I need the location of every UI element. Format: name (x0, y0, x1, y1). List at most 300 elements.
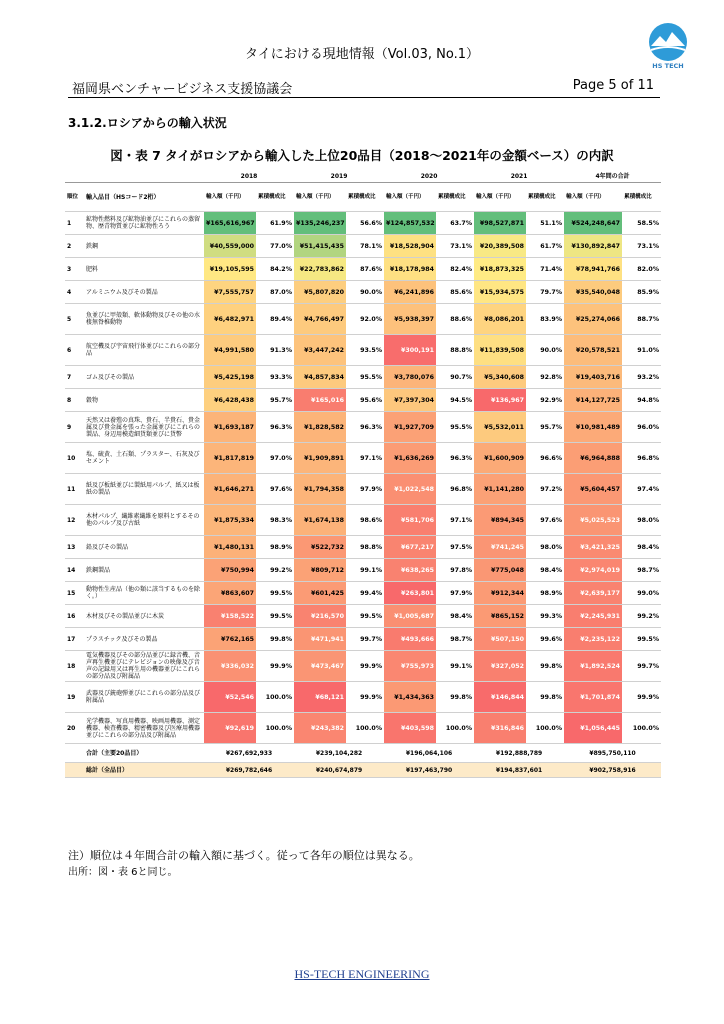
rank-cell: 6 (65, 335, 84, 366)
share-cell: 91.3% (256, 335, 294, 366)
share-cell: 98.0% (622, 505, 661, 536)
amount-cell: ¥78,941,766 (564, 258, 622, 281)
amount-cell: ¥1,701,874 (564, 682, 622, 713)
share-cell: 99.9% (622, 682, 661, 713)
item-name-cell: 鉱物性燃料及び鉱物油並びにこれらの蒸留物、歴青物質並びに鉱物性ろう (84, 212, 204, 235)
amount-cell: ¥14,127,725 (564, 389, 622, 412)
amount-header: 輸入額（千円） (294, 183, 346, 212)
header-divider (68, 97, 660, 98)
rank-cell: 5 (65, 304, 84, 335)
rank-cell: 16 (65, 605, 84, 628)
figure-title: 図・表 7 タイがロシアから輸入した上位20品目（2018～2021年の金額ベース）の内訳 (110, 148, 614, 163)
amount-cell: ¥750,994 (204, 559, 256, 582)
share-cell: 99.7% (622, 651, 661, 682)
amount-cell: ¥507,150 (474, 628, 526, 651)
share-cell: 98.4% (622, 536, 661, 559)
share-cell: 99.1% (346, 559, 384, 582)
amount-cell: ¥1,875,334 (204, 505, 256, 536)
table-row (65, 628, 661, 651)
item-name-cell: 航空機及び宇宙飛行体並びにこれらの部分品 (84, 335, 204, 366)
share-cell: 100.0% (256, 713, 294, 744)
share-cell: 93.3% (256, 366, 294, 389)
year-header: 2018 (204, 170, 294, 183)
section-title: 3.1.2.ロシアからの輸入状況 (68, 116, 227, 130)
share-cell: 89.4% (256, 304, 294, 335)
share-cell: 85.9% (622, 281, 661, 304)
share-cell: 97.6% (526, 505, 564, 536)
amount-cell: ¥912,344 (474, 582, 526, 605)
amount-header: 輸入額（千円） (564, 183, 622, 212)
share-cell: 99.8% (526, 651, 564, 682)
amount-cell: ¥4,991,580 (204, 335, 256, 366)
share-cell: 88.7% (622, 304, 661, 335)
total-value: ¥194,837,601 (474, 763, 564, 778)
amount-cell: ¥762,165 (204, 628, 256, 651)
amount-cell: ¥493,666 (384, 628, 436, 651)
amount-cell: ¥136,967 (474, 389, 526, 412)
amount-cell: ¥5,025,523 (564, 505, 622, 536)
share-header: 累積構成比 (622, 183, 661, 212)
amount-cell: ¥336,032 (204, 651, 256, 682)
item-name-cell: 光学機器、写真用機器、映画用機器、測定機器、検査機器、精密機器及び医療用機器並びにこれらの部分品及び附属品 (84, 713, 204, 744)
share-cell: 77.0% (256, 235, 294, 258)
share-cell: 58.5% (622, 212, 661, 235)
share-cell: 96.6% (526, 443, 564, 474)
amount-cell: ¥1,480,131 (204, 536, 256, 559)
rank-cell: 10 (65, 443, 84, 474)
amount-cell: ¥300,191 (384, 335, 436, 366)
share-cell: 92.8% (526, 366, 564, 389)
sum-value: ¥196,064,106 (384, 744, 474, 763)
share-cell: 95.6% (346, 389, 384, 412)
share-header: 累積構成比 (436, 183, 474, 212)
share-cell: 97.0% (256, 443, 294, 474)
total-value: ¥902,758,916 (564, 763, 661, 778)
share-cell: 97.8% (436, 559, 474, 582)
amount-cell: ¥263,801 (384, 582, 436, 605)
amount-cell: ¥6,964,888 (564, 443, 622, 474)
amount-cell: ¥92,619 (204, 713, 256, 744)
amount-cell: ¥1,434,363 (384, 682, 436, 713)
amount-cell: ¥601,425 (294, 582, 346, 605)
share-cell: 96.3% (346, 412, 384, 443)
table-row (65, 258, 661, 281)
share-cell: 90.0% (346, 281, 384, 304)
item-header: 輸入品目（HSコード2桁） (84, 183, 204, 212)
amount-cell: ¥1,636,269 (384, 443, 436, 474)
amount-cell: ¥1,674,138 (294, 505, 346, 536)
share-cell: 97.2% (526, 474, 564, 505)
amount-cell: ¥6,241,896 (384, 281, 436, 304)
share-cell: 78.1% (346, 235, 384, 258)
table-row (65, 605, 661, 628)
share-cell: 98.7% (436, 628, 474, 651)
share-cell: 97.9% (436, 582, 474, 605)
rank-cell: 4 (65, 281, 84, 304)
share-cell: 95.5% (436, 412, 474, 443)
sum-value: ¥895,750,110 (564, 744, 661, 763)
sum-label: 合計（主要20品目） (84, 744, 204, 763)
share-cell: 96.3% (436, 443, 474, 474)
share-cell: 61.9% (256, 212, 294, 235)
share-cell: 61.7% (526, 235, 564, 258)
item-name-cell: 塩、硫黄、土石類、プラスター、石灰及びセメント (84, 443, 204, 474)
rank-cell: 17 (65, 628, 84, 651)
amount-cell: ¥98,527,871 (474, 212, 526, 235)
share-cell: 100.0% (256, 682, 294, 713)
year-header: 2020 (384, 170, 474, 183)
amount-cell: ¥471,941 (294, 628, 346, 651)
item-name-cell: 紙及び板紙並びに製紙用パルプ、紙又は板紙の製品 (84, 474, 204, 505)
total-value: ¥269,782,646 (204, 763, 294, 778)
item-name-cell: 肥料 (84, 258, 204, 281)
rank-cell: 1 (65, 212, 84, 235)
share-cell: 97.1% (346, 443, 384, 474)
share-cell: 88.6% (436, 304, 474, 335)
item-name-cell: 電気機器及びその部分品並びに録音機、音声再生機並びにテレビジョンの映像及び音声の記録用又は再生用の機器並びにこれらの部分品及び附属品 (84, 651, 204, 682)
item-name-cell: 木材パルプ、繊維素繊維を原料とするその他のパルプ及び古紙 (84, 505, 204, 536)
amount-cell: ¥11,839,508 (474, 335, 526, 366)
amount-cell: ¥2,639,177 (564, 582, 622, 605)
rank-cell: 3 (65, 258, 84, 281)
item-name-cell: 木材及びその製品並びに木炭 (84, 605, 204, 628)
amount-cell: ¥18,873,325 (474, 258, 526, 281)
share-cell: 95.7% (526, 412, 564, 443)
item-name-cell: 鉄鋼 (84, 235, 204, 258)
table-row (65, 281, 661, 304)
share-cell: 99.2% (256, 559, 294, 582)
share-cell: 99.5% (622, 628, 661, 651)
item-name-cell: 武器及び銃砲弾並びにこれらの部分品及び附属品 (84, 682, 204, 713)
amount-cell: ¥2,245,931 (564, 605, 622, 628)
amount-cell: ¥1,794,358 (294, 474, 346, 505)
amount-cell: ¥10,981,489 (564, 412, 622, 443)
amount-cell: ¥19,403,716 (564, 366, 622, 389)
share-cell: 82.4% (436, 258, 474, 281)
item-name-cell: ゴム及びその製品 (84, 366, 204, 389)
share-cell: 98.6% (346, 505, 384, 536)
amount-cell: ¥1,022,548 (384, 474, 436, 505)
share-header: 累積構成比 (526, 183, 564, 212)
hs-tech-logo (646, 22, 690, 72)
total-value: ¥240,674,879 (294, 763, 384, 778)
share-cell: 99.4% (346, 582, 384, 605)
share-cell: 90.0% (526, 335, 564, 366)
amount-cell: ¥1,141,280 (474, 474, 526, 505)
sum-value: ¥239,104,282 (294, 744, 384, 763)
share-cell: 99.9% (256, 651, 294, 682)
share-cell: 87.0% (256, 281, 294, 304)
amount-cell: ¥894,345 (474, 505, 526, 536)
amount-cell: ¥15,934,575 (474, 281, 526, 304)
rank-header: 順位 (65, 183, 84, 212)
share-cell: 71.4% (526, 258, 564, 281)
share-cell: 98.0% (526, 536, 564, 559)
amount-cell: ¥1,909,891 (294, 443, 346, 474)
amount-cell: ¥216,570 (294, 605, 346, 628)
share-cell: 56.6% (346, 212, 384, 235)
amount-cell: ¥158,522 (204, 605, 256, 628)
amount-cell: ¥5,340,608 (474, 366, 526, 389)
share-cell: 99.0% (622, 582, 661, 605)
amount-cell: ¥6,428,438 (204, 389, 256, 412)
share-cell: 100.0% (436, 713, 474, 744)
share-cell: 91.0% (622, 335, 661, 366)
amount-cell: ¥1,817,819 (204, 443, 256, 474)
logo-text: HS TECH (652, 62, 684, 70)
header-title: タイにおける現地情報（Vol.03, No.1） (245, 47, 479, 62)
amount-cell: ¥1,927,709 (384, 412, 436, 443)
amount-cell: ¥1,828,582 (294, 412, 346, 443)
share-cell: 63.7% (436, 212, 474, 235)
year-header: 2019 (294, 170, 384, 183)
share-cell: 97.6% (256, 474, 294, 505)
table-row (65, 559, 661, 582)
share-cell: 97.9% (346, 474, 384, 505)
year-header: 4年間の合計 (564, 170, 661, 183)
amount-cell: ¥68,121 (294, 682, 346, 713)
item-name-cell: 鉛及びその製品 (84, 536, 204, 559)
amount-cell: ¥3,447,242 (294, 335, 346, 366)
share-cell: 99.1% (436, 651, 474, 682)
rank-cell: 12 (65, 505, 84, 536)
rank-cell: 9 (65, 412, 84, 443)
rank-cell: 20 (65, 713, 84, 744)
amount-cell: ¥1,005,687 (384, 605, 436, 628)
amount-cell: ¥524,248,647 (564, 212, 622, 235)
share-cell: 100.0% (346, 713, 384, 744)
amount-cell: ¥403,598 (384, 713, 436, 744)
amount-cell: ¥677,217 (384, 536, 436, 559)
share-cell: 90.7% (436, 366, 474, 389)
item-name-cell: 鉄鋼製品 (84, 559, 204, 582)
amount-header: 輸入額（千円） (474, 183, 526, 212)
share-cell: 88.8% (436, 335, 474, 366)
amount-cell: ¥1,892,524 (564, 651, 622, 682)
amount-cell: ¥865,152 (474, 605, 526, 628)
amount-cell: ¥316,846 (474, 713, 526, 744)
share-cell: 98.8% (346, 536, 384, 559)
share-cell: 92.0% (346, 304, 384, 335)
amount-cell: ¥5,807,820 (294, 281, 346, 304)
amount-cell: ¥35,540,048 (564, 281, 622, 304)
share-cell: 79.7% (526, 281, 564, 304)
year-header-row (65, 170, 661, 183)
share-cell: 99.8% (256, 628, 294, 651)
share-cell: 73.1% (622, 235, 661, 258)
rank-cell: 11 (65, 474, 84, 505)
share-cell: 73.1% (436, 235, 474, 258)
rank-cell: 8 (65, 389, 84, 412)
amount-cell: ¥581,706 (384, 505, 436, 536)
share-cell: 100.0% (526, 713, 564, 744)
share-cell: 99.5% (346, 605, 384, 628)
import-table (65, 170, 661, 778)
share-cell: 98.4% (526, 559, 564, 582)
amount-cell: ¥2,235,122 (564, 628, 622, 651)
share-cell: 83.9% (526, 304, 564, 335)
amount-cell: ¥7,555,757 (204, 281, 256, 304)
share-cell: 98.9% (256, 536, 294, 559)
amount-cell: ¥124,857,532 (384, 212, 436, 235)
amount-cell: ¥1,693,187 (204, 412, 256, 443)
amount-cell: ¥8,086,201 (474, 304, 526, 335)
rank-cell: 13 (65, 536, 84, 559)
amount-cell: ¥5,425,198 (204, 366, 256, 389)
rank-cell: 7 (65, 366, 84, 389)
table-row (65, 582, 661, 605)
amount-cell: ¥863,607 (204, 582, 256, 605)
sum-value: ¥192,888,789 (474, 744, 564, 763)
table-row (65, 389, 661, 412)
amount-cell: ¥3,780,076 (384, 366, 436, 389)
amount-cell: ¥5,532,011 (474, 412, 526, 443)
item-name-cell: 動物性生産品（他の類に該当するものを除く。） (84, 582, 204, 605)
amount-cell: ¥19,105,595 (204, 258, 256, 281)
rank-cell: 14 (65, 559, 84, 582)
share-cell: 95.5% (346, 366, 384, 389)
year-header: 2021 (474, 170, 564, 183)
share-cell: 97.4% (622, 474, 661, 505)
share-cell: 95.7% (256, 389, 294, 412)
item-name-cell: アルミニウム及びその製品 (84, 281, 204, 304)
rank-cell: 18 (65, 651, 84, 682)
amount-cell: ¥22,783,862 (294, 258, 346, 281)
table-row (65, 474, 661, 505)
share-cell: 84.2% (256, 258, 294, 281)
total-label: 総計（全品目） (84, 763, 204, 778)
amount-cell: ¥130,892,847 (564, 235, 622, 258)
footer-link[interactable]: HS-TECH ENGINEERING (294, 967, 430, 981)
item-name-cell: 天然又は養殖の真珠、貴石、半貴石、貴金属及び貴金属を張った金属並びにこれらの製品、身辺用模造細貨類並びに貨幣 (84, 412, 204, 443)
organization-name: 福岡県ベンチャービジネス支援協議会 (72, 82, 293, 97)
amount-cell: ¥20,578,521 (564, 335, 622, 366)
table-row (65, 651, 661, 682)
amount-cell: ¥165,016 (294, 389, 346, 412)
amount-cell: ¥146,844 (474, 682, 526, 713)
share-cell: 97.5% (436, 536, 474, 559)
table-row (65, 212, 661, 235)
share-cell: 87.6% (346, 258, 384, 281)
share-cell: 99.8% (526, 682, 564, 713)
amount-header: 輸入額（千円） (384, 183, 436, 212)
amount-cell: ¥5,938,397 (384, 304, 436, 335)
share-cell: 99.5% (256, 582, 294, 605)
amount-cell: ¥18,178,984 (384, 258, 436, 281)
share-cell: 99.5% (256, 605, 294, 628)
share-cell: 98.3% (256, 505, 294, 536)
amount-cell: ¥165,616,967 (204, 212, 256, 235)
share-cell: 97.1% (436, 505, 474, 536)
share-cell: 96.0% (622, 412, 661, 443)
amount-cell: ¥638,265 (384, 559, 436, 582)
amount-cell: ¥7,397,304 (384, 389, 436, 412)
table-row (65, 235, 661, 258)
amount-cell: ¥1,056,445 (564, 713, 622, 744)
share-cell: 82.0% (622, 258, 661, 281)
amount-cell: ¥52,546 (204, 682, 256, 713)
amount-cell: ¥809,712 (294, 559, 346, 582)
table-row (65, 505, 661, 536)
item-name-cell: 魚並びに甲殻類、軟体動物及びその他の水棲無脊椎動物 (84, 304, 204, 335)
table-row (65, 536, 661, 559)
item-name-cell: 穀物 (84, 389, 204, 412)
share-cell: 98.4% (436, 605, 474, 628)
share-cell: 51.1% (526, 212, 564, 235)
page-number: Page 5 of 11 (572, 78, 654, 93)
amount-cell: ¥6,482,971 (204, 304, 256, 335)
share-cell: 96.8% (436, 474, 474, 505)
amount-cell: ¥135,246,237 (294, 212, 346, 235)
table-row (65, 682, 661, 713)
table-row (65, 412, 661, 443)
share-cell: 99.9% (346, 682, 384, 713)
share-cell: 92.9% (526, 389, 564, 412)
share-cell: 99.8% (436, 682, 474, 713)
share-cell: 93.5% (346, 335, 384, 366)
rank-cell: 19 (65, 682, 84, 713)
share-cell: 98.7% (622, 559, 661, 582)
amount-cell: ¥4,857,834 (294, 366, 346, 389)
share-cell: 100.0% (622, 713, 661, 744)
amount-cell: ¥5,604,457 (564, 474, 622, 505)
amount-cell: ¥741,245 (474, 536, 526, 559)
share-cell: 96.3% (256, 412, 294, 443)
table-row (65, 713, 661, 744)
table-row (65, 335, 661, 366)
share-cell: 99.6% (526, 628, 564, 651)
rank-cell: 2 (65, 235, 84, 258)
amount-cell: ¥51,415,435 (294, 235, 346, 258)
amount-cell: ¥18,528,904 (384, 235, 436, 258)
share-header: 累積構成比 (256, 183, 294, 212)
table-note: 注）順位は４年間合計の輸入額に基づく。従って各年の順位は異なる。 (68, 849, 420, 862)
amount-cell: ¥20,389,508 (474, 235, 526, 258)
share-cell: 93.2% (622, 366, 661, 389)
amount-cell: ¥327,052 (474, 651, 526, 682)
amount-cell: ¥2,974,019 (564, 559, 622, 582)
share-cell: 99.7% (346, 628, 384, 651)
sum-value: ¥267,692,933 (204, 744, 294, 763)
amount-header: 輸入額（千円） (204, 183, 256, 212)
sum-row (65, 744, 661, 763)
source-note: 出所：図・表 6と同じ。 (68, 867, 178, 878)
share-cell: 96.8% (622, 443, 661, 474)
amount-cell: ¥25,274,066 (564, 304, 622, 335)
total-value: ¥197,463,790 (384, 763, 474, 778)
amount-cell: ¥755,973 (384, 651, 436, 682)
table-row (65, 366, 661, 389)
amount-cell: ¥243,382 (294, 713, 346, 744)
share-cell: 94.8% (622, 389, 661, 412)
share-cell: 99.2% (622, 605, 661, 628)
share-cell: 85.6% (436, 281, 474, 304)
share-cell: 98.9% (526, 582, 564, 605)
rank-cell: 15 (65, 582, 84, 605)
column-header-row (65, 183, 661, 212)
amount-cell: ¥522,732 (294, 536, 346, 559)
table-row (65, 304, 661, 335)
amount-cell: ¥40,559,000 (204, 235, 256, 258)
share-header: 累積構成比 (346, 183, 384, 212)
amount-cell: ¥473,467 (294, 651, 346, 682)
amount-cell: ¥3,421,325 (564, 536, 622, 559)
total-row (65, 763, 661, 778)
amount-cell: ¥1,646,271 (204, 474, 256, 505)
amount-cell: ¥775,048 (474, 559, 526, 582)
item-name-cell: プラスチック及びその製品 (84, 628, 204, 651)
share-cell: 94.5% (436, 389, 474, 412)
